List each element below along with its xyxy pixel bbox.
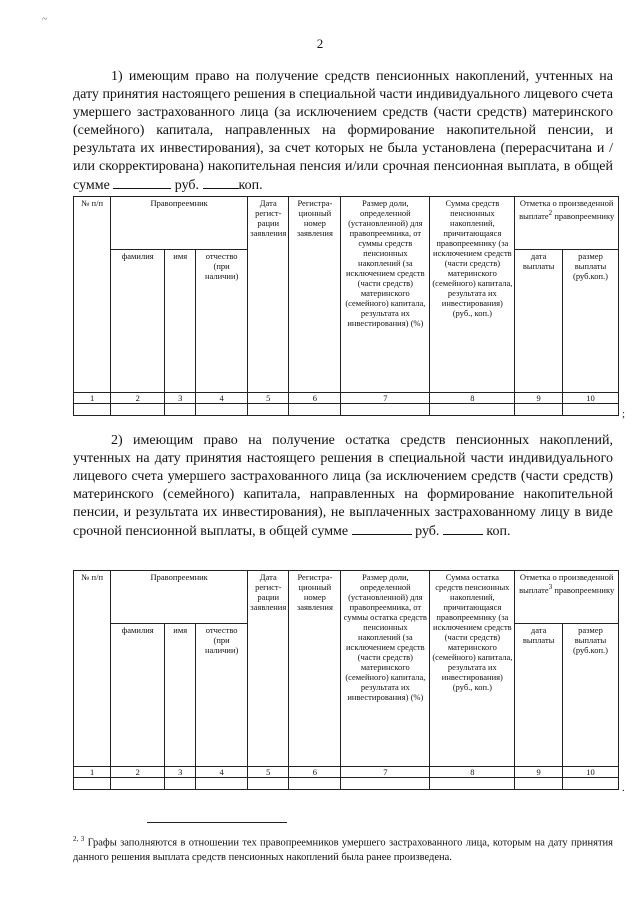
- section2-rub-blank[interactable]: [352, 522, 412, 535]
- page-number: 2: [316, 36, 324, 51]
- table-successors-1: [73, 196, 619, 416]
- header-patronymic: отчество (при наличии): [196, 624, 248, 767]
- header-payment-mark: Отметка о произведенной выплате$^3$ правопреемнику: [515, 571, 619, 624]
- column-number: 9: [515, 393, 563, 404]
- header-pay-date: дата выплаты: [515, 624, 563, 767]
- header-successor: Правопреемник: [111, 571, 248, 624]
- header-reg-date: Дата регист-рации заявления: [248, 571, 289, 767]
- footnote-text: Графы заполняются в отношении тех правопреемников умершего застрахованного лица, которым на дату принятия данного решения выплата средств пенсионных накоплений была ранее произведена.: [73, 837, 613, 863]
- column-number: 5: [248, 393, 289, 404]
- section1-kop-label: коп.: [238, 178, 263, 193]
- header-sum: Сумма остатка средств пенсионных накоплений, причитающаяся правопреемнику (за исключением средств (части средств) материнского (семейного) капитала, результата их инвестирования) (руб., коп.): [430, 571, 515, 767]
- column-number: 9: [515, 767, 563, 778]
- header-num: № п/п: [74, 571, 111, 767]
- column-number: 10: [562, 767, 618, 778]
- header-reg-number: Регистра-ционный номер заявления: [289, 571, 341, 767]
- section2-kop-blank[interactable]: [443, 522, 483, 535]
- header-successor: Правопреемник: [111, 197, 248, 250]
- footnote: [73, 832, 613, 865]
- column-number: 2: [111, 393, 165, 404]
- header-pay-date: дата выплаты: [515, 250, 563, 393]
- column-number: 2: [111, 767, 165, 778]
- header-num: № п/п: [74, 197, 111, 393]
- section1-rub-label: руб.: [174, 178, 200, 193]
- table-successors-2: [73, 570, 619, 790]
- column-number: 7: [341, 393, 430, 404]
- section1-paragraph: [73, 68, 613, 195]
- header-reg-number: Регистра-ционный номер заявления: [289, 197, 341, 393]
- column-number: 3: [165, 767, 196, 778]
- section2-kop-label: коп.: [486, 524, 511, 539]
- header-pay-amount: размер выплаты (руб.коп.): [562, 250, 618, 393]
- header-share: Размер доли, определенной (установленной) для правопреемника, от суммы остатка средств пенсионных накоплений (за исключением средств (части средств) материнского (семейного) капитала, результата их инвестирования) (%): [341, 571, 430, 767]
- margin-mark: ~: [42, 14, 48, 25]
- header-sum: Сумма средств пенсионных накоплений, причитающаяся правопреемнику (за исключением средств (части средств) материнского (семейного) капитала, результата их инвестирования) (руб., коп.): [430, 197, 515, 393]
- column-number: 6: [289, 393, 341, 404]
- header-patronymic: отчество (при наличии): [196, 250, 248, 393]
- section1-text: 1) имеющим право на получение средств пенсионных накоплений, учтенных на дату принятия настоящего решения в специальной части индивидуального лицевого счета умершего застрахованного лица (за исключением средств (части средств) материнского (семейного) капитала, направленных на формирование накопительной пенсии, и результата их инвестирования), за счет которых не была установлена (перерасчитана и /или скорректирована) накопительная пенсия и/или срочная пенсионная выплата, в общей сумме: [73, 69, 613, 193]
- column-number: 1: [74, 393, 111, 404]
- section2-paragraph: [73, 432, 613, 541]
- section1-kop-blank[interactable]: [203, 176, 239, 189]
- header-share: Размер доли, определенной (установленной) для правопреемника, от суммы средств пенсионных накоплений (за исключением средств (части средств) материнского (семейного) капитала, результата их инвестирования) (%): [341, 197, 430, 393]
- column-number: 10: [562, 393, 618, 404]
- section2-text: 2) имеющим право на получение остатка средств пенсионных накоплений, учтенных на дату принятия настоящего решения в специальной части индивидуального лицевого счета умершего застрахованного лица (за исключением средств (части средств) материнского (семейного) капитала, направленных на формирование накопительной пенсии, и результата их инвестирования), не выплаченных застрахованному лицу в виде срочной пенсионной выплаты, в общей сумме: [73, 433, 613, 539]
- footnote-marks: 2, 3: [73, 835, 85, 843]
- table1-end-mark: ;: [622, 408, 626, 420]
- column-number: 1: [74, 767, 111, 778]
- header-payment-mark: Отметка о произведенной выплате$^2$ правопреемнику: [515, 197, 619, 250]
- header-name: имя: [165, 624, 196, 767]
- table-row: [74, 404, 619, 416]
- section1-rub-blank[interactable]: [113, 176, 171, 189]
- header-surname: фамилия: [111, 624, 165, 767]
- column-number: 6: [289, 767, 341, 778]
- header-pay-amount: размер выплаты (руб.коп.): [562, 624, 618, 767]
- column-number: 7: [341, 767, 430, 778]
- column-number: 5: [248, 767, 289, 778]
- column-number: 4: [196, 767, 248, 778]
- section2-rub-label: руб.: [415, 524, 440, 539]
- header-surname: фамилия: [111, 250, 165, 393]
- column-number: 4: [196, 393, 248, 404]
- header-name: имя: [165, 250, 196, 393]
- column-number: 8: [430, 393, 515, 404]
- table-row: [74, 778, 619, 790]
- column-number: 8: [430, 767, 515, 778]
- header-reg-date: Дата регист-рации заявления: [248, 197, 289, 393]
- column-number: 3: [165, 393, 196, 404]
- footnote-divider: [147, 822, 287, 823]
- table2-end-mark: .: [622, 782, 625, 794]
